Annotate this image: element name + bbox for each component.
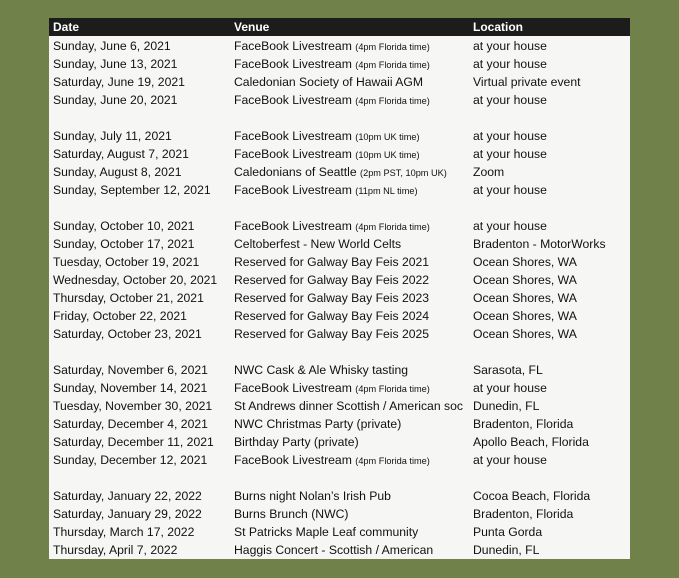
venue-name: FaceBook Livestream [234,219,352,233]
date-cell: Thursday, March 17, 2022 [53,525,195,539]
table-row [49,181,630,199]
date-cell: Thursday, October 21, 2021 [53,291,204,305]
table-row [49,127,630,145]
table-row [49,271,630,289]
venue-time-note: (4pm Florida time) [355,456,430,466]
location-cell: at your house [473,129,547,143]
venue-name: FaceBook Livestream [234,129,352,143]
location-cell: Apollo Beach, Florida [473,435,589,449]
venue-name: Reserved for Galway Bay Feis 2021 [234,255,430,269]
venue-name: Haggis Concert - Scottish / American [234,543,434,557]
location-cell: Ocean Shores, WA [473,327,577,341]
table-row [49,55,630,73]
location-cell: Ocean Shores, WA [473,273,577,287]
location-cell: at your house [473,147,547,161]
venue-name: Reserved for Galway Bay Feis 2024 [234,309,430,323]
date-cell: Sunday, November 14, 2021 [53,381,208,395]
header-date: Date [53,20,80,34]
venue-name: NWC Christmas Party (private) [234,417,402,431]
venue-cell [234,289,470,307]
venue-name: Caledonians of Seattle [234,165,357,179]
location-cell: Dunedin, FL [473,399,540,413]
date-cell: Wednesday, October 20, 2021 [53,273,218,287]
schedule-rows [49,37,630,559]
table-row [49,415,630,433]
venue-cell [234,541,470,559]
date-cell: Tuesday, November 30, 2021 [53,399,213,413]
date-cell: Saturday, January 22, 2022 [53,489,202,503]
venue-name: FaceBook Livestream [234,93,352,107]
venue-cell [234,523,470,541]
location-cell: Sarasota, FL [473,363,543,377]
date-cell: Sunday, September 12, 2021 [53,183,211,197]
table-row [49,487,630,505]
table-row [49,541,630,559]
location-cell: Bradenton - MotorWorks [473,237,606,251]
venue-cell [234,235,470,253]
date-cell: Saturday, November 6, 2021 [53,363,208,377]
date-cell: Sunday, June 13, 2021 [53,57,178,71]
venue-time-note: (2pm PST, 10pm UK) [360,168,447,178]
venue-cell [234,127,470,146]
venue-cell [234,397,470,415]
table-row [49,505,630,523]
venue-time-note: (4pm Florida time) [355,384,430,394]
venue-cell [234,145,470,164]
location-cell: at your house [473,381,547,395]
group-spacer [49,343,630,361]
location-cell: Ocean Shores, WA [473,291,577,305]
location-cell: Cocoa Beach, Florida [473,489,591,503]
table-row [49,145,630,163]
header-row [49,18,630,36]
table-row [49,217,630,235]
table-row [49,523,630,541]
venue-cell [234,181,470,200]
date-cell: Saturday, June 19, 2021 [53,75,185,89]
table-row [49,37,630,55]
group-spacer [49,199,630,217]
table-row [49,451,630,469]
venue-name: FaceBook Livestream [234,39,352,53]
venue-cell [234,163,470,182]
venue-name: St Andrews dinner Scottish / American soc [234,399,463,413]
date-cell: Saturday, December 4, 2021 [53,417,208,431]
date-cell: Saturday, October 23, 2021 [53,327,202,341]
table-row [49,379,630,397]
venue-cell [234,91,470,110]
location-cell: at your house [473,219,547,233]
table-row [49,361,630,379]
table-row [49,433,630,451]
venue-name: FaceBook Livestream [234,147,352,161]
venue-name: FaceBook Livestream [234,453,352,467]
venue-name: Reserved for Galway Bay Feis 2025 [234,327,430,341]
location-cell: at your house [473,57,547,71]
location-cell: Bradenton, Florida [473,417,574,431]
location-cell: Ocean Shores, WA [473,255,577,269]
venue-cell [234,415,470,433]
venue-name: FaceBook Livestream [234,57,352,71]
location-cell: Virtual private event [473,75,581,89]
venue-cell [234,73,470,91]
header-venue: Venue [234,20,270,34]
date-cell: Sunday, June 6, 2021 [53,39,171,53]
venue-cell [234,55,470,74]
venue-cell [234,361,470,379]
date-cell: Friday, October 22, 2021 [53,309,187,323]
location-cell: Punta Gorda [473,525,543,539]
table-row [49,91,630,109]
location-cell: Bradenton, Florida [473,507,574,521]
venue-cell [234,505,470,523]
table-row [49,289,630,307]
venue-cell [234,217,470,236]
venue-name: St Patricks Maple Leaf community [234,525,419,539]
venue-cell [234,253,470,271]
venue-name: FaceBook Livestream [234,381,352,395]
date-cell: Saturday, January 29, 2022 [53,507,202,521]
date-cell: Thursday, April 7, 2022 [53,543,178,557]
location-cell: at your house [473,453,547,467]
venue-cell [234,379,470,398]
venue-time-note: (4pm Florida time) [355,42,430,52]
venue-cell [234,307,470,325]
location-cell: at your house [473,39,547,53]
venue-name: Reserved for Galway Bay Feis 2023 [234,291,430,305]
date-cell: Sunday, October 10, 2021 [53,219,195,233]
table-row [49,325,630,343]
venue-cell [234,433,470,451]
venue-time-note: (10pm UK time) [355,150,420,160]
venue-time-note: (4pm Florida time) [355,96,430,106]
header-location: Location [473,20,523,34]
date-cell: Sunday, December 12, 2021 [53,453,208,467]
venue-time-note: (10pm UK time) [355,132,420,142]
date-cell: Saturday, August 7, 2021 [53,147,189,161]
venue-cell [234,37,470,56]
table-row [49,235,630,253]
date-cell: Tuesday, October 19, 2021 [53,255,200,269]
group-spacer [49,109,630,127]
venue-name: FaceBook Livestream [234,183,352,197]
group-spacer [49,469,630,487]
venue-time-note: (11pm NL time) [355,186,418,196]
date-cell: Saturday, December 11, 2021 [53,435,214,449]
venue-name: Birthday Party (private) [234,435,359,449]
venue-name: NWC Cask & Ale Whisky tasting [234,363,409,377]
venue-name: Celtoberfest - New World Celts [234,237,402,251]
date-cell: Sunday, July 11, 2021 [53,129,172,143]
venue-cell [234,487,470,505]
venue-cell [234,325,470,343]
location-cell: at your house [473,93,547,107]
venue-cell [234,451,470,470]
table-row [49,73,630,91]
venue-name: Caledonian Society of Hawaii AGM [234,75,424,89]
venue-cell [234,271,470,289]
date-cell: Sunday, June 20, 2021 [53,93,178,107]
schedule-sheet [49,18,630,559]
venue-time-note: (4pm Florida time) [355,222,430,232]
table-row [49,397,630,415]
table-row [49,163,630,181]
date-cell: Sunday, August 8, 2021 [53,165,182,179]
venue-time-note: (4pm Florida time) [355,60,430,70]
venue-name: Burns night Nolan’s Irish Pub [234,489,391,503]
date-cell: Sunday, October 17, 2021 [53,237,195,251]
table-row [49,307,630,325]
location-cell: Dunedin, FL [473,543,540,557]
location-cell: at your house [473,183,547,197]
location-cell: Ocean Shores, WA [473,309,577,323]
venue-name: Burns Brunch (NWC) [234,507,349,521]
table-row [49,253,630,271]
location-cell: Zoom [473,165,505,179]
venue-name: Reserved for Galway Bay Feis 2022 [234,273,430,287]
